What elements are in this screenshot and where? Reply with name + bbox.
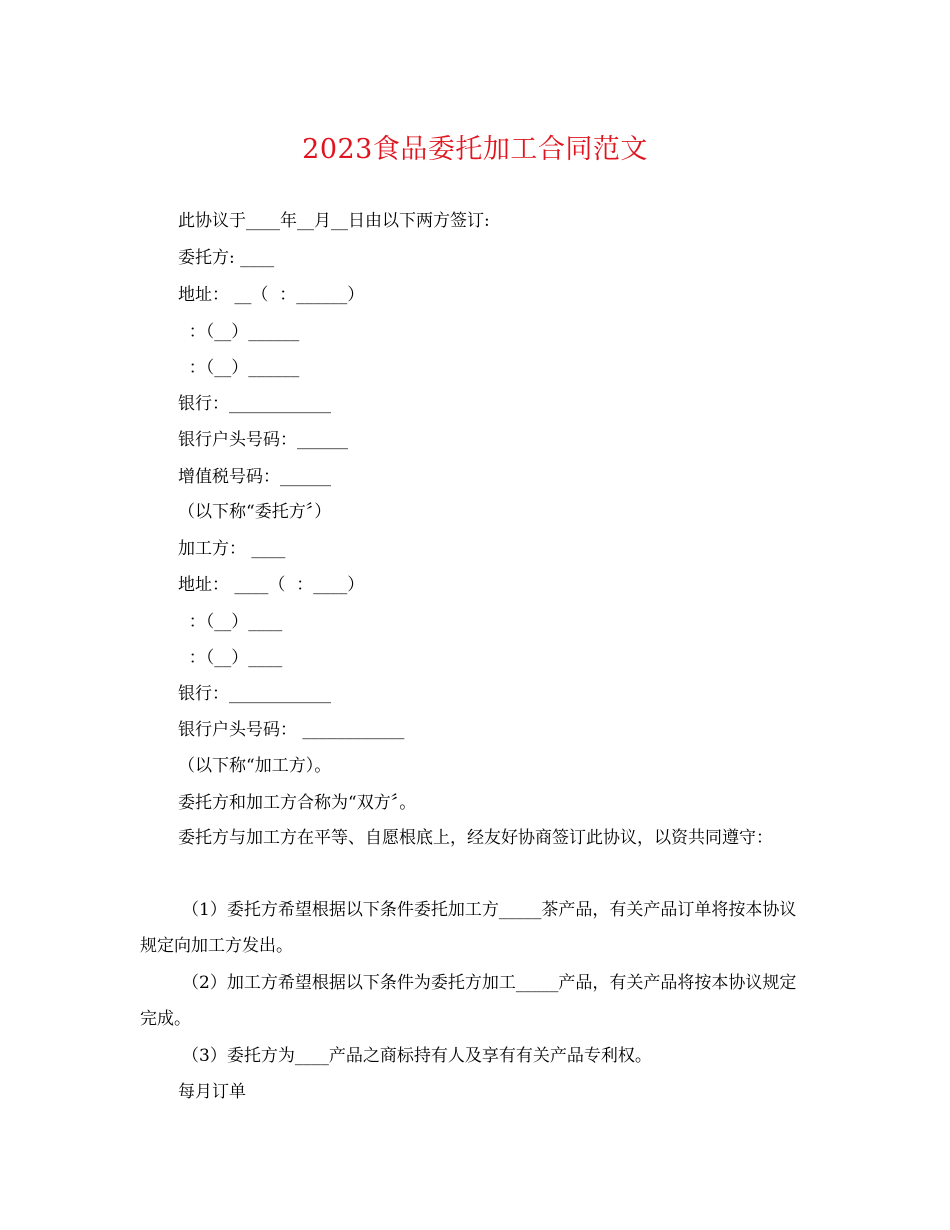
agreement-date-line: 此协议于____年__月__日由以下两方签订: [178,211,490,231]
clause-3-line: （3）委托方为____产品之商标持有人及享有有关产品专利权。 [182,1046,652,1066]
processor-bank-line: 银行：____________ [178,684,331,704]
clause-1-paragraph: （1）委托方希望根据以下条件委托加工方_____茶产品，有关产品订单将按本协议规定向加工方发出。 [140,900,797,956]
processor-address-line: 地址： ____（ ：____） [178,575,365,595]
processor-contact-line: ：（__）____ [178,648,283,668]
processor-party-line: 加工方： ____ [178,539,286,559]
processor-contact-line: ：（__）____ [178,612,283,632]
preamble-paragraph: 委托方与加工方在平等、自愿根底上，经友好协商签订此协议，以资共同遵守： [178,828,773,848]
document-title: 2023食品委托加工合同范文 [302,134,648,165]
client-alias-line: （以下称“委托方〞） [178,502,332,522]
client-bank-account-line: 银行户头号码：______ [178,430,348,450]
clause-2-paragraph: （2）加工方希望根据以下条件为委托方加工_____产品，有关产品将按本协议规定完成。 [140,973,797,1029]
processor-alias-line: （以下称“加工方）。 [178,756,332,776]
processor-bank-account-line: 银行户头号码： ____________ [178,720,405,740]
client-contact-line: ：（__）______ [178,358,300,378]
client-vat-line: 增值税号码：______ [178,467,331,487]
monthly-order-heading: 每月订单 [178,1082,246,1102]
parties-definition-line: 委托方和加工方合称为“双方〞。 [178,793,417,813]
client-bank-line: 银行：____________ [178,394,331,414]
client-party-line: 委托方: ____ [178,248,275,268]
client-address-line: 地址： __（ ：______） [178,285,365,305]
client-contact-line: ：（__）______ [178,322,300,342]
